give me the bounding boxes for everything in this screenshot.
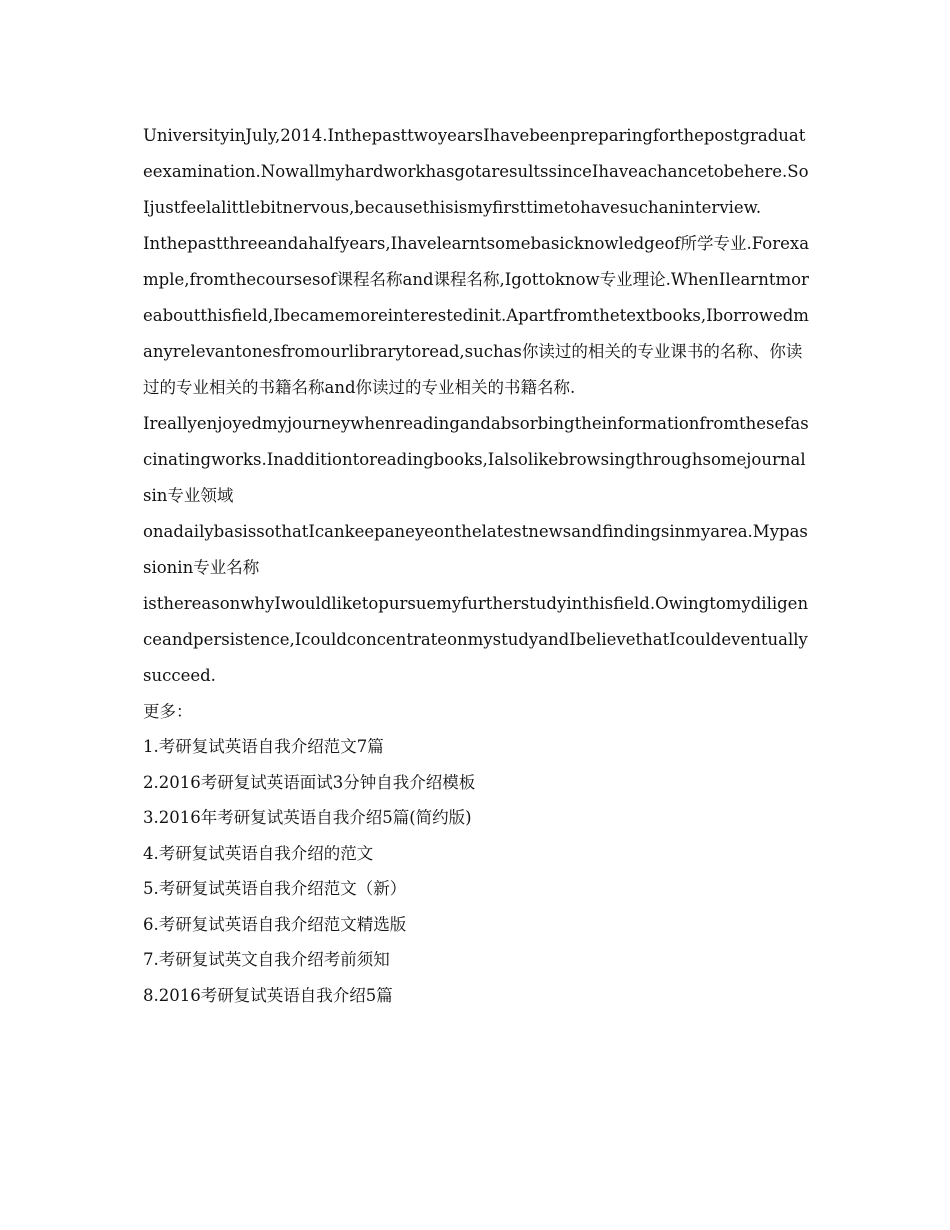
related-links-list [143, 729, 811, 1013]
related-link[interactable]: 2.2016考研复试英语面试3分钟自我介绍模板 [143, 772, 476, 792]
related-link[interactable]: 4.考研复试英语自我介绍的范文 [143, 843, 374, 863]
related-link[interactable]: 8.2016考研复试英语自我介绍5篇 [143, 985, 393, 1005]
related-link[interactable]: 6.考研复试英语自我介绍范文精选版 [143, 914, 407, 934]
paragraph-knowledge: Inthepastthreeandahalfyears,Ihavelearntsomebasicknowledgeof所学专业.Forexample,fromthecoursesof课程名称and课程名称,Igottoknow专业理论.WhenIlearntmoreaboutthisfield,Ibecamemoreinterestedinit.Apartfromthetextbooks,Iborrowedmanyrelevantonesfromourlibrarytoread,suchas你读过的相关的专业课书的名称、你读过的专业相关的书籍名称and你读过的专业相关的书籍名称. [143, 234, 810, 397]
paragraph-intro: UniversityinJuly,2014.InthepasttwoyearsIhavebeenpreparingforthepostgraduateexamination.NowallmyhardworkhasgotaresultssinceIhaveachancetobehere.SoIjustfeelalittlebitnervous,becausethisismyfirsttimetohavesuchaninterview. [143, 126, 809, 217]
paragraph-reason: isthereasonwhyIwouldliketopursuemyfurtherstudyinthisfield.Owingtomydiligenceandpersistence,IcouldconcentrateonmystudyandIbelievethatIcouldeventuallysucceed. [143, 594, 809, 685]
more-label: 更多： [143, 702, 193, 721]
paragraph-journey: Ireallyenjoyedmyjourneywhenreadingandabsorbingtheinformationfromthesefascinatingworks.Inadditiontoreadingbooks,Ialsolikebrowsingthroughsomejournalsin专业领域 [143, 414, 809, 505]
related-link[interactable]: 3.2016年考研复试英语自我介绍5篇(简约版) [143, 808, 472, 827]
related-link[interactable]: 1.考研复试英语自我介绍范文7篇 [143, 737, 384, 756]
related-link[interactable]: 7.考研复试英文自我介绍考前须知 [143, 950, 390, 969]
document-page [143, 118, 811, 1013]
paragraph-daily-basis: onadailybasissothatIcankeepaneyeonthelatestnewsandfindingsinmyarea.Mypassionin专业名称 [143, 522, 808, 577]
related-link[interactable]: 5.考研复试英语自我介绍范文（新） [143, 879, 407, 898]
